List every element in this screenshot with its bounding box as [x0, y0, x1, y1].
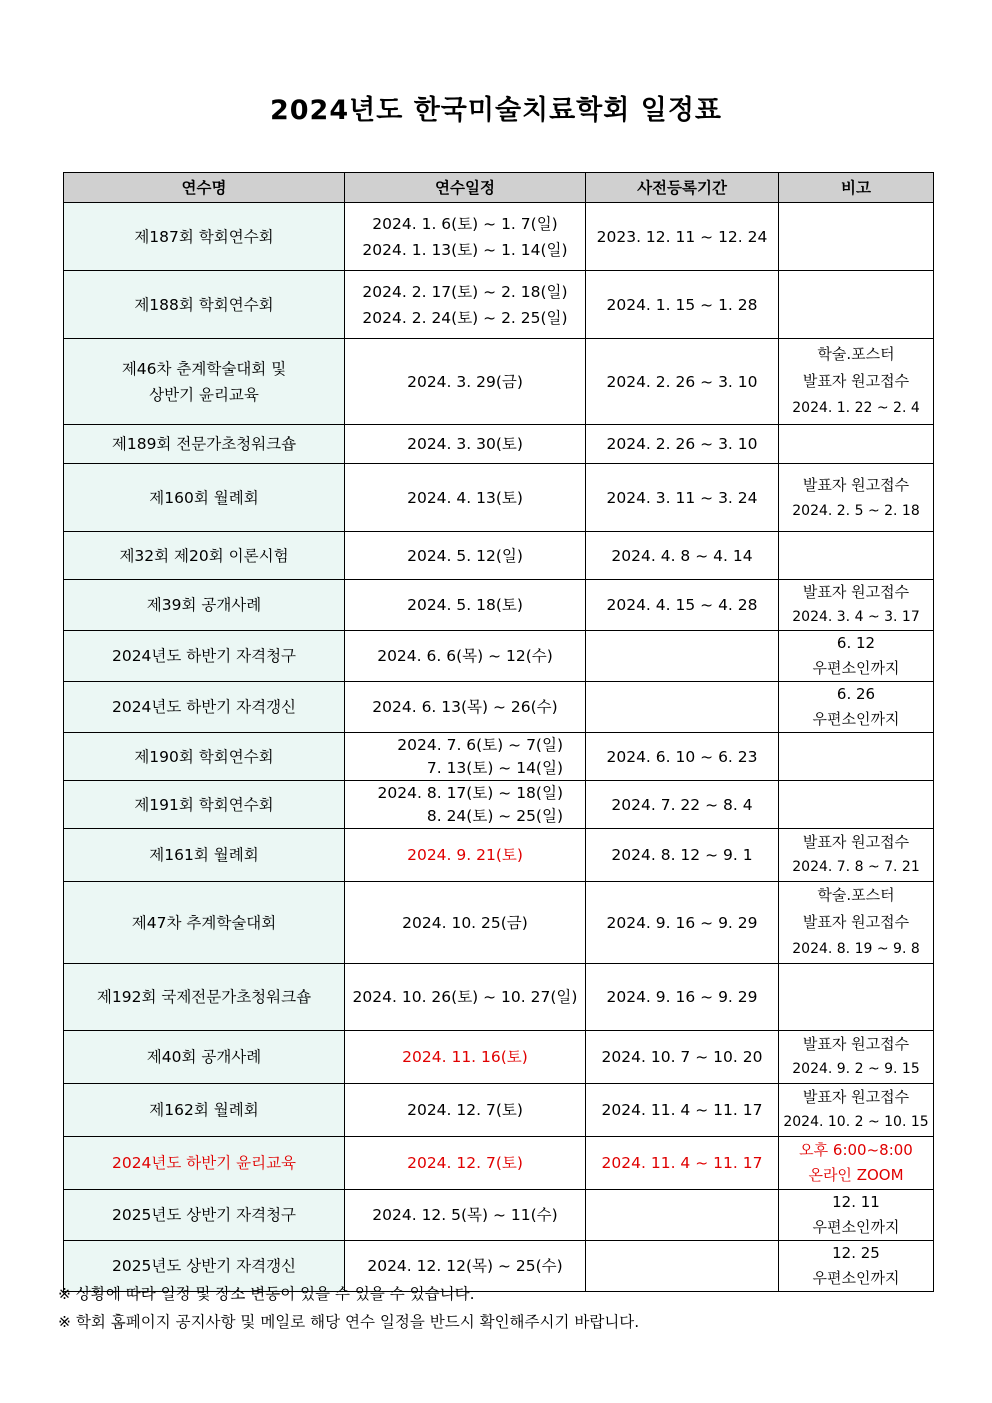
note-cell-line: 우편소인까지 — [812, 1218, 900, 1236]
note-cell-line: 발표자 원고접수 — [802, 475, 910, 494]
program-name-cell — [64, 532, 345, 580]
registration-cell-line: 2024. 9. 16 ~ 9. 29 — [606, 913, 758, 932]
schedule-cell — [345, 733, 586, 781]
note-cell-line: 우편소인까지 — [812, 1269, 900, 1287]
schedule-cell — [345, 425, 586, 464]
schedule-cell-line: 2024. 4. 13(토) — [407, 488, 523, 507]
program-name-cell-line: 제39회 공개사례 — [146, 596, 262, 614]
table-row — [64, 1031, 934, 1084]
schedule-cell-line: 2024. 7. 6(토) ~ 7(일) — [397, 735, 563, 754]
registration-cell — [586, 425, 779, 464]
header-note: 비고 — [779, 173, 934, 203]
note-cell-line: 2024. 1. 22 ~ 2. 4 — [792, 400, 920, 416]
table-row — [64, 829, 934, 882]
note-cell-line: 발표자 원고접수 — [802, 833, 910, 851]
registration-cell-line: 2024. 10. 7 ~ 10. 20 — [601, 1048, 763, 1066]
table-row — [64, 1137, 934, 1190]
program-name-cell — [64, 631, 345, 682]
program-name-cell-line: 제162회 월례회 — [149, 1101, 259, 1119]
note-cell-line: 발표자 원고접수 — [802, 583, 910, 601]
registration-cell-line: 2024. 2. 26 ~ 3. 10 — [606, 435, 758, 453]
program-name-cell — [64, 425, 345, 464]
schedule-cell-line: 2024. 11. 16(토) — [402, 1048, 528, 1066]
registration-cell — [586, 339, 779, 425]
program-name-cell — [64, 733, 345, 781]
table-row — [64, 203, 934, 271]
note-cell-line: 발표자 원고접수 — [802, 1088, 910, 1106]
note-cell — [779, 781, 934, 829]
schedule-cell — [345, 631, 586, 682]
note-cell-line: 발표자 원고접수 — [802, 1035, 910, 1053]
schedule-cell-line: 2024. 6. 6(목) ~ 12(수) — [377, 647, 553, 665]
table-row — [64, 781, 934, 829]
registration-cell-line: 2023. 12. 11 ~ 12. 24 — [596, 227, 768, 246]
note-cell-line: 학술.포스터 — [817, 345, 895, 363]
table-body — [64, 203, 934, 1292]
schedule-cell-line: 2024. 3. 30(토) — [407, 435, 523, 453]
registration-cell — [586, 464, 779, 532]
program-name-cell — [64, 271, 345, 339]
registration-cell-line: 2024. 7. 22 ~ 8. 4 — [611, 795, 753, 814]
program-name-cell — [64, 580, 345, 631]
schedule-cell — [345, 464, 586, 532]
schedule-cell-line: 2024. 6. 13(목) ~ 26(수) — [372, 698, 558, 716]
note-cell-line: 12. 25 — [832, 1244, 880, 1262]
table-row — [64, 1190, 934, 1241]
note-cell-line: 우편소인까지 — [812, 710, 900, 728]
program-name-cell-line: 제40회 공개사례 — [146, 1048, 262, 1066]
note-cell-line: 2024. 2. 5 ~ 2. 18 — [792, 502, 920, 519]
program-name-cell — [64, 1137, 345, 1190]
schedule-cell — [345, 339, 586, 425]
schedule-table — [63, 172, 934, 1292]
note-cell-line: 2024. 7. 8 ~ 7. 21 — [792, 859, 920, 875]
program-name-cell-line: 제32회 제20회 이론시험 — [119, 546, 289, 565]
header-program: 연수명 — [64, 173, 345, 203]
note-cell — [779, 682, 934, 733]
schedule-cell — [345, 1084, 586, 1137]
registration-cell-line: 2024. 1. 15 ~ 1. 28 — [606, 295, 758, 314]
note-cell — [779, 464, 934, 532]
schedule-cell-line: 2024. 5. 12(일) — [407, 546, 523, 565]
program-name-cell-line: 2024년도 하반기 윤리교육 — [111, 1154, 297, 1172]
registration-cell-line: 2024. 4. 15 ~ 4. 28 — [606, 596, 758, 614]
schedule-cell-line: 2024. 1. 13(토) ~ 1. 14(일) — [362, 240, 568, 259]
schedule-cell-line: 2024. 10. 25(금) — [402, 913, 528, 932]
note-cell — [779, 203, 934, 271]
schedule-cell — [345, 1190, 586, 1241]
program-name-cell — [64, 1190, 345, 1241]
note-cell-line: 오후 6:00~8:00 — [799, 1141, 913, 1159]
program-name-cell-line: 제161회 월례회 — [149, 846, 259, 864]
note-cell-line: 2024. 8. 19 ~ 9. 8 — [792, 941, 920, 957]
schedule-cell — [345, 532, 586, 580]
program-name-cell — [64, 829, 345, 882]
schedule-cell-line: 2024. 5. 18(토) — [407, 596, 523, 614]
program-name-cell-line: 2025년도 상반기 자격청구 — [111, 1206, 297, 1224]
schedule-cell-line: 2024. 2. 24(토) ~ 2. 25(일) — [362, 308, 568, 327]
schedule-cell-line: 2024. 10. 26(토) ~ 10. 27(일) — [352, 988, 578, 1006]
note-cell — [779, 1137, 934, 1190]
program-name-cell-line: 제191회 학회연수회 — [134, 795, 274, 814]
registration-cell — [586, 1137, 779, 1190]
note-cell — [779, 1190, 934, 1241]
note-cell-line: 2024. 3. 4 ~ 3. 17 — [792, 609, 920, 625]
schedule-cell-line: 2024. 12. 5(목) ~ 11(수) — [372, 1206, 558, 1224]
program-name-cell-line: 2024년도 하반기 자격갱신 — [111, 698, 297, 716]
program-name-cell — [64, 1084, 345, 1137]
schedule-cell — [345, 580, 586, 631]
note-cell-line: 2024. 10. 2 ~ 10. 15 — [783, 1114, 929, 1130]
header-registration: 사전등록기간 — [586, 173, 779, 203]
note-cell-line: 우편소인까지 — [812, 659, 900, 677]
note-cell-line: 6. 26 — [836, 685, 876, 703]
schedule-cell-line: 2024. 12. 7(토) — [407, 1101, 523, 1119]
note-cell — [779, 580, 934, 631]
registration-cell — [586, 532, 779, 580]
table-row — [64, 1084, 934, 1137]
registration-cell-line: 2024. 8. 12 ~ 9. 1 — [611, 846, 753, 864]
table-row — [64, 339, 934, 425]
registration-cell-line: 2024. 4. 8 ~ 4. 14 — [611, 546, 753, 565]
note-cell — [779, 1241, 934, 1292]
note-cell — [779, 1084, 934, 1137]
schedule-cell-line: 2024. 8. 17(토) ~ 18(일) — [377, 783, 563, 802]
table-row — [64, 964, 934, 1031]
page-title: 2024년도 한국미술치료학회 일정표 — [269, 95, 722, 126]
note-cell-line: 12. 11 — [832, 1193, 880, 1211]
schedule-cell — [345, 682, 586, 733]
registration-cell-line: 2024. 6. 10 ~ 6. 23 — [606, 747, 758, 766]
schedule-cell-line: 2024. 3. 29(금) — [407, 372, 523, 391]
schedule-cell-line: 2024. 1. 6(토) ~ 1. 7(일) — [372, 214, 558, 233]
program-name-cell — [64, 339, 345, 425]
schedule-cell-line: 8. 24(토) ~ 25(일) — [426, 806, 563, 825]
table-row — [64, 682, 934, 733]
program-name-cell — [64, 203, 345, 271]
note-cell — [779, 339, 934, 425]
table-row — [64, 882, 934, 964]
table-row — [64, 631, 934, 682]
note-cell — [779, 1031, 934, 1084]
note-cell — [779, 964, 934, 1031]
program-name-cell-line: 제190회 학회연수회 — [134, 747, 274, 766]
registration-cell — [586, 580, 779, 631]
note-cell — [779, 829, 934, 882]
schedule-cell-line: 2024. 12. 12(목) ~ 25(수) — [367, 1257, 563, 1275]
schedule-cell — [345, 964, 586, 1031]
program-name-cell — [64, 781, 345, 829]
note-cell-line: 온라인 ZOOM — [808, 1166, 904, 1184]
note-cell — [779, 271, 934, 339]
program-name-cell-line: 제160회 월례회 — [149, 488, 259, 507]
table-row — [64, 271, 934, 339]
program-name-cell-line: 2025년도 상반기 자격갱신 — [111, 1257, 297, 1275]
schedule-cell — [345, 882, 586, 964]
note-cell-line: 발표자 원고접수 — [802, 372, 910, 390]
note-cell — [779, 532, 934, 580]
registration-cell-line: 2024. 9. 16 ~ 9. 29 — [606, 988, 758, 1006]
schedule-cell — [345, 781, 586, 829]
program-name-cell — [64, 964, 345, 1031]
registration-cell — [586, 1190, 779, 1241]
program-name-cell-line: 상반기 윤리교육 — [149, 385, 259, 404]
program-name-cell — [64, 882, 345, 964]
table-header-row — [64, 173, 934, 203]
registration-cell — [586, 1031, 779, 1084]
table-row — [64, 464, 934, 532]
program-name-cell-line: 제187회 학회연수회 — [134, 227, 274, 246]
program-name-cell-line: 제189회 전문가초청워크숍 — [111, 435, 297, 453]
registration-cell-line: 2024. 2. 26 ~ 3. 10 — [606, 372, 758, 391]
note-cell — [779, 733, 934, 781]
note-cell-line: 6. 12 — [836, 634, 876, 652]
program-name-cell-line: 제192회 국제전문가초청워크숍 — [96, 988, 312, 1006]
footnotes — [58, 1280, 639, 1336]
registration-cell — [586, 203, 779, 271]
note-cell — [779, 425, 934, 464]
registration-cell — [586, 271, 779, 339]
registration-cell-line: 2024. 3. 11 ~ 3. 24 — [606, 488, 758, 507]
table-row — [64, 532, 934, 580]
program-name-cell — [64, 464, 345, 532]
schedule-cell — [345, 1031, 586, 1084]
program-name-cell-line: 2024년도 하반기 자격청구 — [111, 647, 297, 665]
registration-cell — [586, 1084, 779, 1137]
schedule-cell-line: 2024. 2. 17(토) ~ 2. 18(일) — [362, 282, 568, 301]
registration-cell — [586, 964, 779, 1031]
program-name-cell-line: 제188회 학회연수회 — [134, 295, 274, 314]
program-name-cell — [64, 682, 345, 733]
registration-cell — [586, 733, 779, 781]
schedule-cell — [345, 1137, 586, 1190]
footnote: ※ 학회 홈페이지 공지사항 및 메일로 해당 연수 일정을 반드시 확인해주시기 바랍니다. — [58, 1313, 640, 1331]
table-row — [64, 580, 934, 631]
registration-cell — [586, 631, 779, 682]
schedule-cell — [345, 829, 586, 882]
registration-cell — [586, 682, 779, 733]
note-cell-line: 학술.포스터 — [817, 886, 895, 904]
note-cell — [779, 631, 934, 682]
schedule-cell-line: 7. 13(토) ~ 14(일) — [426, 758, 563, 777]
table-row — [64, 733, 934, 781]
program-name-cell-line: 제47차 추계학술대회 — [131, 913, 277, 932]
table-row — [64, 425, 934, 464]
note-cell-line: 2024. 9. 2 ~ 9. 15 — [792, 1061, 920, 1077]
program-name-cell-line: 제46차 춘계학술대회 및 — [121, 359, 287, 378]
registration-cell — [586, 882, 779, 964]
registration-cell-line: 2024. 11. 4 ~ 11. 17 — [601, 1154, 763, 1172]
schedule-cell — [345, 203, 586, 271]
schedule-cell-line: 2024. 9. 21(토) — [407, 846, 523, 864]
registration-cell — [586, 781, 779, 829]
note-cell — [779, 882, 934, 964]
registration-cell — [586, 829, 779, 882]
program-name-cell — [64, 1031, 345, 1084]
schedule-cell-line: 2024. 12. 7(토) — [407, 1154, 523, 1172]
note-cell-line: 발표자 원고접수 — [802, 913, 910, 931]
registration-cell-line: 2024. 11. 4 ~ 11. 17 — [601, 1101, 763, 1119]
header-schedule: 연수일정 — [345, 173, 586, 203]
footnote: ※ 상황에 따라 일정 및 장소 변동이 있을 수 있을 수 있습니다. — [58, 1285, 475, 1303]
schedule-cell — [345, 271, 586, 339]
